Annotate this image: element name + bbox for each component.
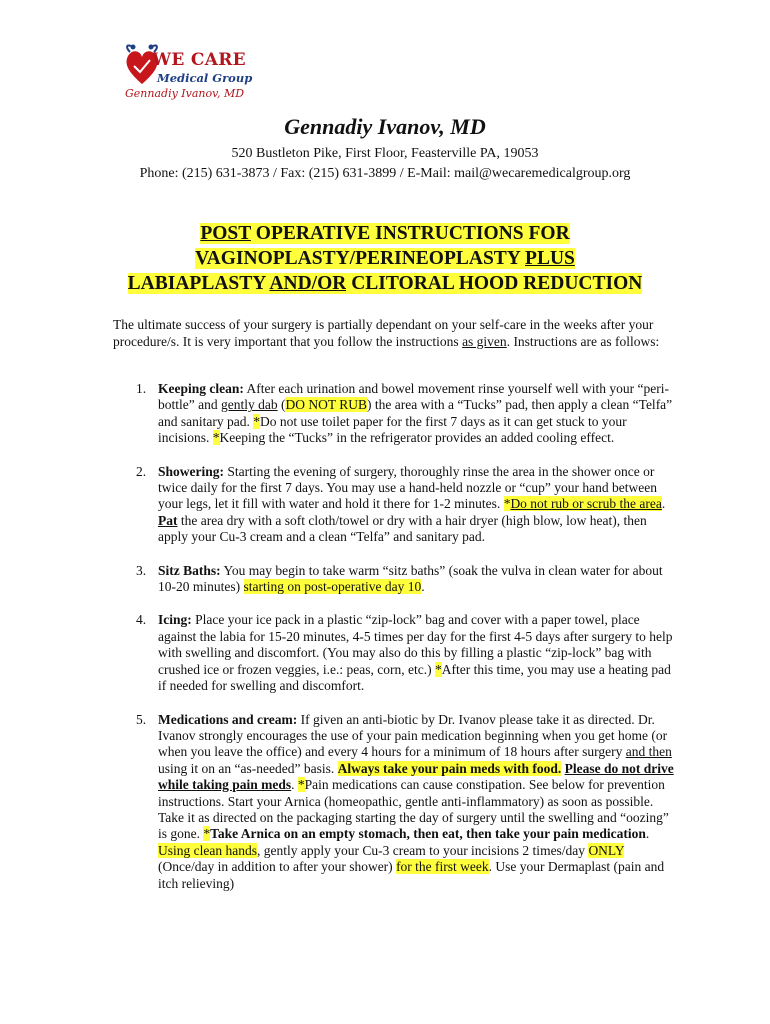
list-item bbox=[136, 381, 676, 447]
item-text: You may begin to take warm “sitz baths” (soak the vulva in clean water for about 10-20 minutes) bbox=[158, 562, 663, 595]
intro-text: The ultimate success of your surgery is partially dependant on your self-care in the weeks after your procedure/s. It is very important that you follow the instructions bbox=[113, 317, 654, 349]
item-text-highlight: Always take your pain meds with food. bbox=[337, 760, 562, 776]
item-label: Keeping clean: bbox=[158, 381, 244, 396]
item-number: 5. bbox=[136, 711, 147, 727]
item-text: If given an anti-biotic by Dr. Ivanov please take it as directed. Dr. Ivanov strongly encourages the use of your pain medication beginning when you get home (or when you leave the office) and every 4 hours for a minimum of 18 hours after surgery bbox=[158, 711, 668, 760]
heading-part: OPERATIVE INSTRUCTIONS FOR bbox=[250, 223, 570, 244]
list-item bbox=[136, 563, 676, 596]
item-number: 4. bbox=[136, 612, 147, 628]
item-text: Do not use toilet paper for the first 7 days as it can get stuck to your incisions. bbox=[158, 413, 627, 446]
document-heading bbox=[0, 221, 770, 296]
item-text: Starting the evening of surgery, thoroughly rinse the area in the shower once or twice daily for the first 7 days. You may use a hand-held nozzle or “cup” your hand between your legs, let it fill with water and hold it there for 1-2 minutes. bbox=[158, 463, 657, 512]
item-text: . bbox=[291, 777, 298, 793]
item-text-highlight: ONLY bbox=[588, 842, 625, 858]
item-text: After this time, you may use a heating pad if needed for swelling and discomfort. bbox=[158, 661, 671, 694]
intro-text: as given bbox=[462, 334, 507, 349]
logo bbox=[122, 44, 262, 106]
item-text: Place your ice pack in a plastic “zip-lock” bag and cover with a paper towel, place against the labia for 15-20 minutes, 4-5 times per day for the first 4-5 days after surgery to help with swelling and discomfort. (You may also do this by filling a plastic “zip-lock” bag with crushed ice or frozen veggies, i.e.: peas, corn, etc.) bbox=[158, 612, 673, 677]
intro-paragraph bbox=[113, 316, 673, 350]
heading-post: POST bbox=[200, 223, 251, 244]
item-label: Medications and cream: bbox=[158, 711, 298, 727]
item-number: 2. bbox=[136, 463, 147, 479]
item-text-highlight: * bbox=[435, 661, 442, 677]
logo-group: Medical Group bbox=[157, 71, 253, 85]
item-text: ) the area with a “Tucks” pad, then apply a clean “Telfa” and sanitary pad. bbox=[158, 397, 673, 429]
item-label: Sitz Baths: bbox=[158, 562, 221, 578]
list-item bbox=[136, 712, 676, 892]
item-text-bold: Pat bbox=[158, 512, 178, 528]
logo-physician: Gennadiy Ivanov, MD bbox=[125, 87, 245, 100]
item-text-highlight: for the first week bbox=[396, 859, 489, 875]
item-text: ( bbox=[277, 397, 286, 413]
item-number: 1. bbox=[136, 381, 147, 396]
heading-part: CLITORAL HOOD REDUCTION bbox=[346, 273, 643, 294]
list-item bbox=[136, 612, 676, 694]
instructions-list bbox=[136, 381, 676, 909]
item-text: gently dab bbox=[220, 397, 278, 413]
item-text-highlight: * bbox=[503, 496, 511, 512]
heading-plus: PLUS bbox=[525, 248, 575, 269]
item-text: . bbox=[645, 826, 650, 842]
item-text: . bbox=[421, 579, 425, 595]
item-label: Showering: bbox=[158, 463, 225, 479]
logo-brand: WE CARE bbox=[152, 50, 246, 70]
heading-part: VAGINOPLASTY/PERINEOPLASTY bbox=[195, 248, 526, 269]
doctor-name-title: Gennadiy Ivanov, MD bbox=[284, 114, 486, 139]
item-text-highlight: DO NOT RUB bbox=[285, 397, 367, 413]
item-text-highlight: * bbox=[203, 826, 211, 842]
item-number: 3. bbox=[136, 562, 147, 578]
item-text-highlight: Do not rub or scrub the area bbox=[510, 496, 662, 512]
item-text-highlight: starting on post-operative day 10 bbox=[243, 579, 422, 595]
item-text-bold: Please do not drive while taking pain meds bbox=[158, 760, 674, 793]
item-text: Pain medications can cause constipation. See below for prevention instructions. Start your Arnica (homeopathic, gentle anti-inflammatory) as soon as possible. Take it as directed on the packaging starting the day of surgery until the swelling and “oozing” is gone. bbox=[158, 777, 669, 842]
item-text: Keeping the “Tucks” in the refrigerator provides an added cooling effect. bbox=[219, 430, 615, 446]
item-text: using it on an “as-needed” basis. bbox=[158, 760, 338, 776]
item-text: After each urination and bowel movement rinse yourself well with your “peri-bottle” and bbox=[158, 381, 669, 413]
contact-line: Phone: (215) 631-3873 / Fax: (215) 631-3899 / E-Mail: mail@wecaremedicalgroup.org bbox=[139, 166, 631, 181]
item-label: Icing: bbox=[158, 612, 192, 628]
item-text-highlight: * bbox=[297, 777, 305, 793]
intro-text: . Instructions are as follows: bbox=[506, 334, 660, 349]
heading-part: LABIAPLASTY bbox=[127, 273, 270, 294]
list-item bbox=[136, 464, 676, 546]
item-text: . bbox=[661, 496, 666, 512]
heading-and-or: AND/OR bbox=[269, 273, 347, 294]
item-text-highlight: Using clean hands bbox=[158, 842, 257, 858]
item-text: . Use your Dermaplast (pain and itch relieving) bbox=[158, 859, 665, 891]
address-line: 520 Bustleton Pike, First Floor, Feasterville PA, 19053 bbox=[231, 146, 539, 161]
item-text-bold: Take Arnica on an empty stomach, then eat, then take your pain medication bbox=[210, 826, 646, 842]
item-text-highlight: * bbox=[212, 430, 220, 446]
item-text: and then bbox=[625, 744, 672, 760]
item-text: , gently apply your Cu-3 cream to your incisions 2 times/day bbox=[256, 842, 589, 858]
item-text: (Once/day in addition to after your shower) bbox=[158, 859, 397, 875]
item-text-highlight: * bbox=[253, 413, 260, 429]
item-text: the area dry with a soft cloth/towel or dry with a hair dryer (high blow, low heat), then apply your Cu-3 cream and a clean “Telfa” and sanitary pad. bbox=[158, 512, 647, 545]
